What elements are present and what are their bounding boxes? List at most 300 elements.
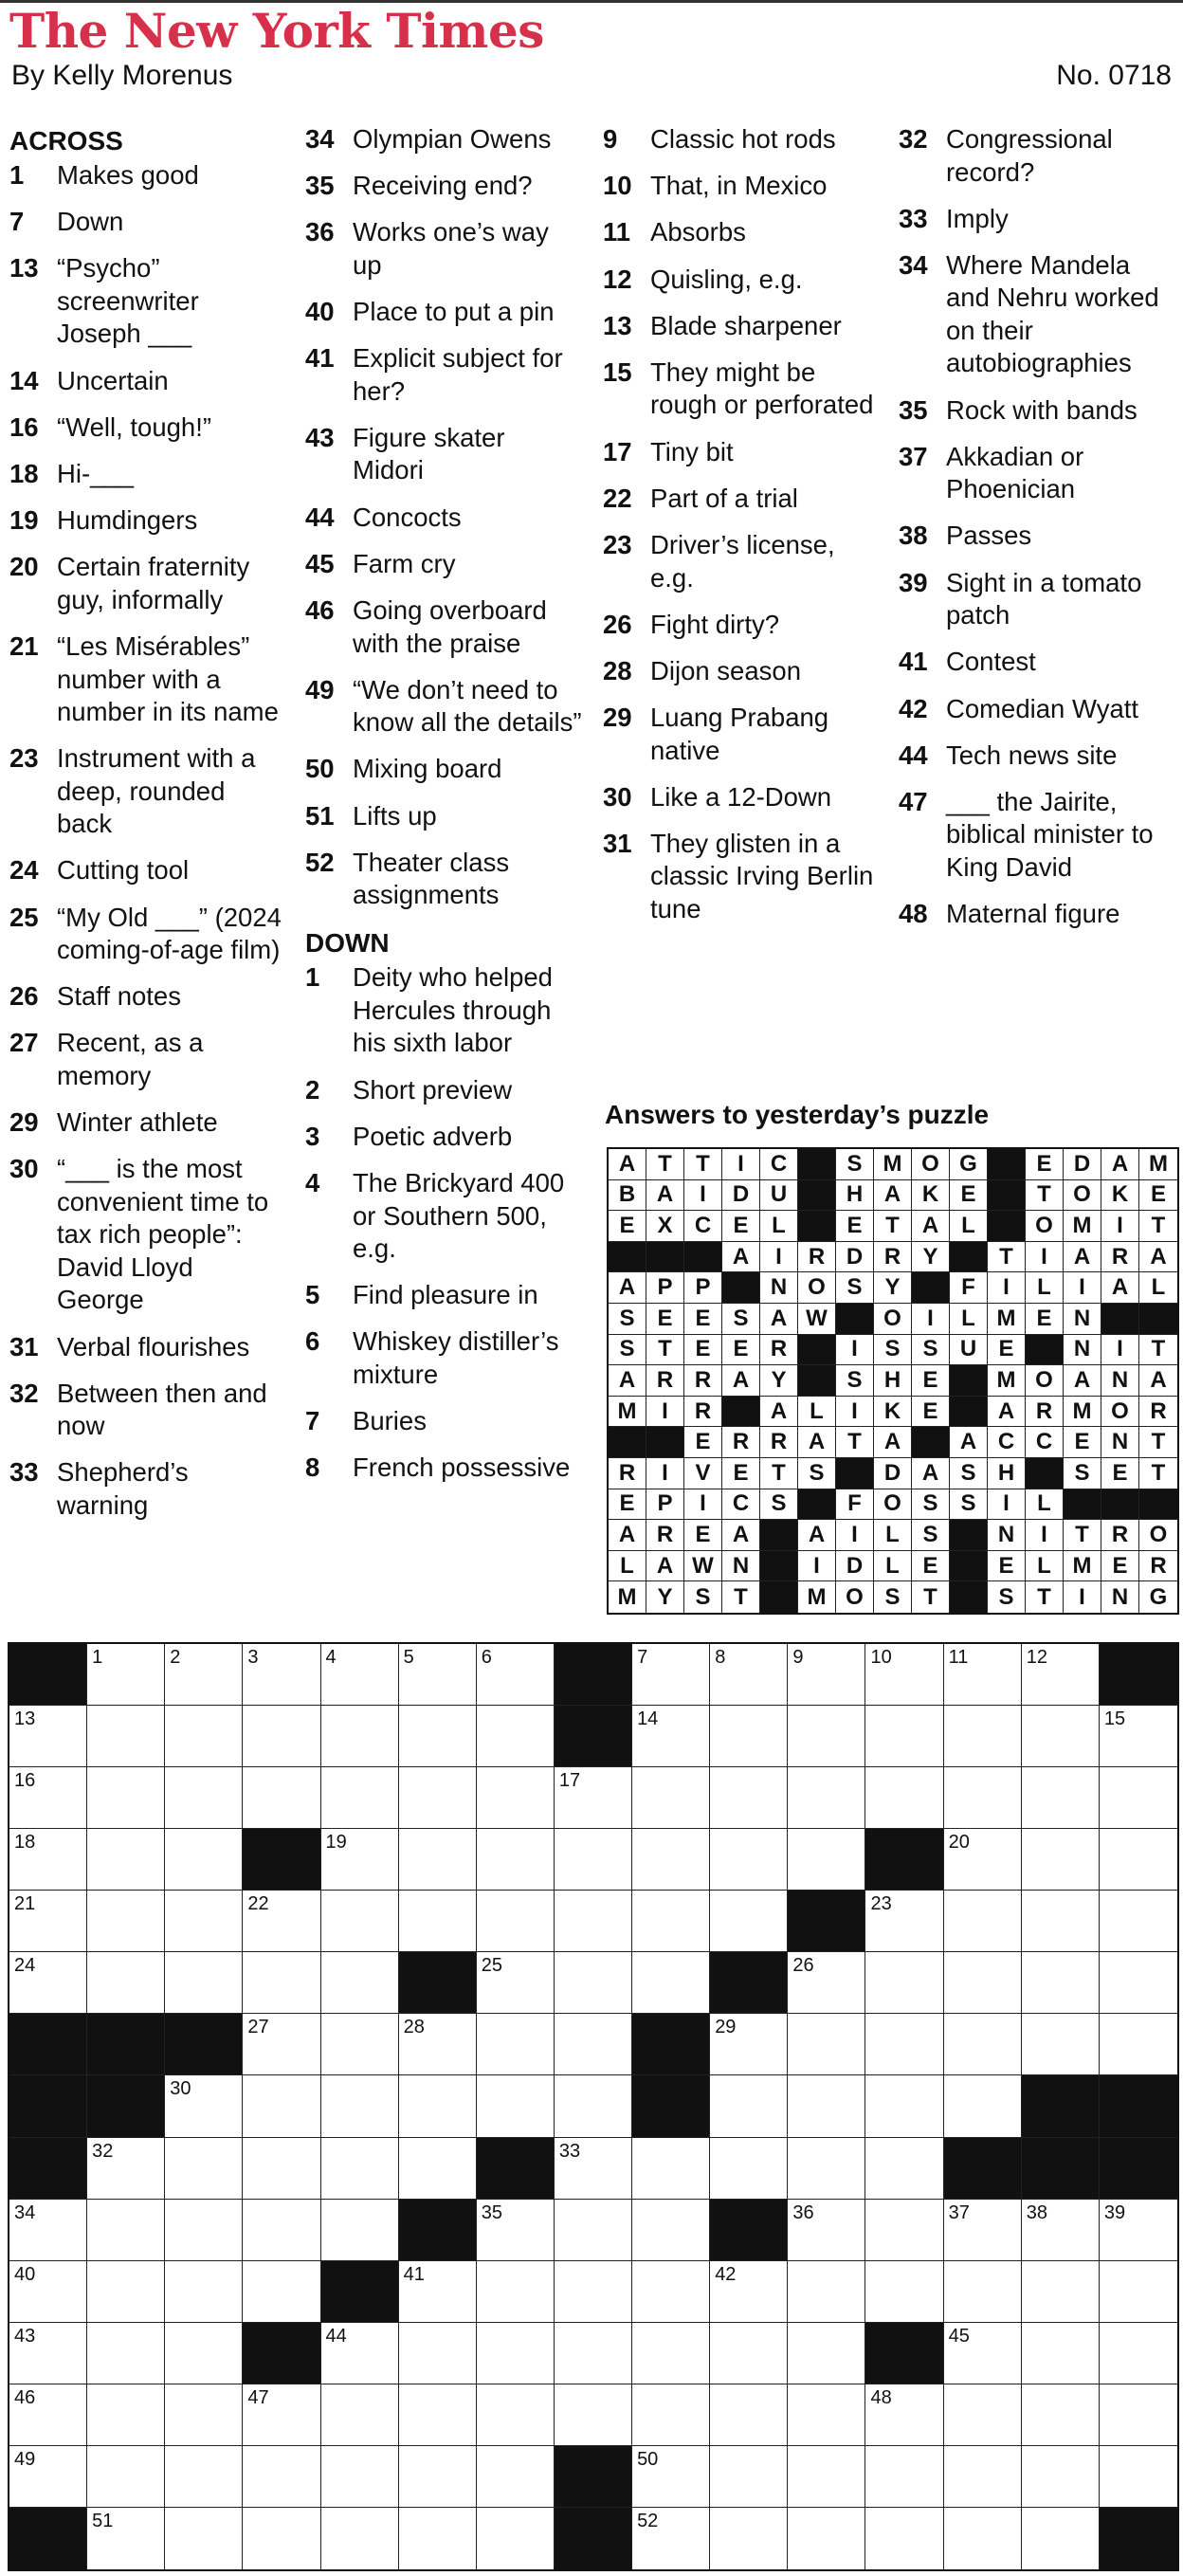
answer-cell[interactable] [944,2075,1022,2137]
answer-cell[interactable] [632,1767,710,1829]
answer-cell[interactable] [9,1706,87,1767]
answer-cell[interactable] [477,1952,555,2014]
clue-item[interactable] [899,249,1175,380]
answer-cell[interactable] [165,2384,243,2446]
answer-cell[interactable] [555,2261,632,2323]
answer-letter: N [1064,1304,1101,1335]
cell-number: 38 [1026,2201,1047,2223]
answer-cell[interactable] [243,2261,320,2323]
answer-cell[interactable] [865,2384,943,2446]
clue-item[interactable] [603,170,880,203]
answer-cell[interactable] [477,2261,555,2323]
clue-item[interactable] [305,594,582,660]
answer-cell[interactable] [944,2323,1022,2384]
answer-cell[interactable] [788,1829,865,1891]
answer-cell[interactable] [788,2508,865,2569]
answer-letter: A [609,1520,646,1551]
answer-cell[interactable] [710,2508,788,2569]
answer-cell[interactable] [243,2508,320,2569]
clue-item[interactable] [899,441,1175,506]
answer-cell[interactable] [243,2446,320,2508]
answer-cell[interactable] [243,2384,320,2446]
answer-letter: D [874,1458,912,1489]
answer-cell[interactable] [87,1891,165,1952]
answer-cell[interactable] [399,2508,477,2569]
cell-number: 24 [14,1955,36,1977]
answer-cell[interactable] [243,1767,320,1829]
answer-cell[interactable] [243,2014,320,2075]
answer-cell[interactable] [944,2446,1022,2508]
clue-item[interactable] [899,394,1175,428]
answer-cell[interactable] [632,2384,710,2446]
answer-cell[interactable] [710,1644,788,1706]
clue-number: 30 [9,1154,39,1184]
clue-item[interactable] [305,800,582,833]
clue-item[interactable] [899,123,1175,189]
answer-cell[interactable] [321,2446,399,2508]
answer-cell[interactable] [1022,1767,1100,1829]
answer-cell[interactable] [1022,1706,1100,1767]
answer-cell[interactable] [555,1829,632,1891]
answer-cell[interactable] [944,1829,1022,1891]
clue-number: 15 [603,356,632,387]
answer-cell[interactable] [243,1706,320,1767]
answer-cell[interactable] [477,2446,555,2508]
clue-item[interactable] [305,170,582,203]
answer-cell[interactable] [788,1767,865,1829]
clue-item[interactable] [9,411,286,445]
clue-item[interactable] [899,520,1175,553]
clue-item[interactable] [305,548,582,581]
answer-cell[interactable] [710,2138,788,2200]
answer-cell[interactable] [399,1829,477,1891]
answer-cell[interactable] [477,2075,555,2137]
black-square [555,2508,632,2569]
clue-item[interactable] [9,458,286,491]
answer-black-square [988,1180,1026,1212]
answer-cell[interactable] [710,1767,788,1829]
answer-cell[interactable] [477,1706,555,1767]
clue-text: Tech news site [946,740,1118,770]
answer-cell[interactable] [1100,1706,1177,1767]
answer-cell[interactable] [1100,1891,1177,1952]
answer-cell[interactable] [9,2446,87,2508]
answer-cell[interactable] [632,1952,710,2014]
answer-cell[interactable] [788,1952,865,2014]
clue-item[interactable] [899,693,1175,726]
clue-text: Congressional record? [946,124,1113,187]
answer-cell[interactable] [165,1644,243,1706]
answer-cell[interactable] [555,1891,632,1952]
answer-cell[interactable] [710,1829,788,1891]
answer-cell[interactable] [1022,2261,1100,2323]
answer-cell[interactable] [165,1829,243,1891]
answer-cell[interactable] [555,1952,632,2014]
answer-cell[interactable] [555,2200,632,2261]
answer-cell[interactable] [1022,2508,1100,2569]
clue-number: 36 [305,217,335,247]
answer-cell[interactable] [865,2446,943,2508]
black-square [477,2138,555,2200]
answer-cell[interactable] [555,2075,632,2137]
clue-item[interactable] [9,206,286,239]
answer-cell[interactable] [1022,2384,1100,2446]
clue-item[interactable] [305,753,582,786]
clue-item[interactable] [603,123,880,156]
answer-cell[interactable] [165,1767,243,1829]
answer-cell[interactable] [865,1706,943,1767]
clue-item[interactable] [603,436,880,469]
answer-cell[interactable] [321,2200,399,2261]
answer-cell[interactable] [944,2014,1022,2075]
clue-item[interactable] [305,1121,582,1154]
clue-item[interactable] [305,502,582,535]
clue-item[interactable] [305,296,582,329]
clue-item[interactable] [899,646,1175,679]
clue-item[interactable] [603,216,880,249]
clue-item[interactable] [9,504,286,538]
answer-cell[interactable] [399,1644,477,1706]
answer-cell[interactable] [321,1891,399,1952]
clue-number: 39 [899,567,928,597]
clue-list [305,123,582,912]
answer-cell[interactable] [944,1644,1022,1706]
clue-item[interactable] [9,252,286,351]
answer-cell[interactable] [321,2138,399,2200]
clue-item[interactable] [9,1378,286,1443]
answer-cell[interactable] [555,2323,632,2384]
answer-cell[interactable] [710,2075,788,2137]
answer-letter: T [836,1427,874,1458]
answer-cell[interactable] [944,1767,1022,1829]
clue-item[interactable] [9,854,286,887]
answer-cell[interactable] [788,2384,865,2446]
black-square [632,2075,710,2137]
clue-item[interactable] [305,342,582,408]
answer-cell[interactable] [477,1767,555,1829]
answer-cell[interactable] [477,1891,555,1952]
clue-item[interactable] [603,702,880,767]
answer-cell[interactable] [321,1767,399,1829]
answer-cell[interactable] [165,2446,243,2508]
answer-cell[interactable] [87,1706,165,1767]
answer-black-square [1101,1304,1139,1335]
answer-cell[interactable] [1100,1829,1177,1891]
clue-item[interactable] [305,1279,582,1312]
answer-cell[interactable] [165,1891,243,1952]
answer-cell[interactable] [477,2323,555,2384]
answer-cell[interactable] [87,1767,165,1829]
answer-cell[interactable] [321,2075,399,2137]
answer-cell[interactable] [399,1706,477,1767]
answer-letter: L [950,1211,988,1242]
answer-cell[interactable] [87,2384,165,2446]
answer-cell[interactable] [321,2323,399,2384]
answer-cell[interactable] [321,2384,399,2446]
clue-text: Winter athlete [57,1107,218,1138]
answer-cell[interactable] [87,2508,165,2569]
answer-cell[interactable] [555,2014,632,2075]
answer-cell[interactable] [165,1952,243,2014]
answer-cell[interactable] [399,2014,477,2075]
answer-cell[interactable] [165,2323,243,2384]
answer-cell[interactable] [399,1891,477,1952]
answer-cell[interactable] [710,1706,788,1767]
answer-cell[interactable] [165,2138,243,2200]
answer-cell[interactable] [399,2138,477,2200]
answer-cell[interactable] [710,2261,788,2323]
answer-cell[interactable] [788,1706,865,1767]
answer-cell[interactable] [1100,2384,1177,2446]
answer-cell[interactable] [632,1891,710,1952]
answer-cell[interactable] [399,2323,477,2384]
answer-cell[interactable] [477,1829,555,1891]
clue-item[interactable] [9,980,286,1014]
answer-cell[interactable] [165,2200,243,2261]
clue-number: 13 [9,253,39,283]
answer-cell[interactable] [632,1644,710,1706]
clue-item[interactable] [9,1331,286,1364]
answer-cell[interactable] [243,1891,320,1952]
answer-cell[interactable] [477,2014,555,2075]
answer-cell[interactable] [865,2508,943,2569]
answer-cell[interactable] [1022,2323,1100,2384]
answer-cell[interactable] [788,1644,865,1706]
black-square [243,2323,320,2384]
answer-cell[interactable] [165,2508,243,2569]
answer-cell[interactable] [632,1829,710,1891]
answer-cell[interactable] [944,2508,1022,2569]
clue-item[interactable] [899,786,1175,885]
answer-cell[interactable] [632,2446,710,2508]
answer-cell[interactable] [9,1767,87,1829]
answer-cell[interactable] [321,1952,399,2014]
answer-cell[interactable] [1100,2261,1177,2323]
answer-letter: L [798,1397,836,1428]
clue-item[interactable] [603,529,880,594]
answer-cell[interactable] [788,2323,865,2384]
answer-cell[interactable] [477,2384,555,2446]
answer-cell[interactable] [1022,1952,1100,2014]
answer-cell[interactable] [399,1767,477,1829]
cell-number: 15 [1103,1708,1126,1730]
answer-cell[interactable] [865,1767,943,1829]
answer-cell[interactable] [865,1644,943,1706]
answer-cell[interactable] [87,1644,165,1706]
answer-cell[interactable] [165,1706,243,1767]
answer-cell[interactable] [710,2323,788,2384]
clue-item[interactable] [603,655,880,688]
answer-cell[interactable] [710,2384,788,2446]
clue-item[interactable] [9,1456,286,1522]
answer-cell[interactable] [1022,1644,1100,1706]
answer-cell[interactable] [9,1829,87,1891]
answer-cell[interactable] [1100,2446,1177,2508]
answer-letter: P [684,1272,722,1304]
answer-cell[interactable] [87,1952,165,2014]
clue-item[interactable] [603,310,880,343]
answer-cell[interactable] [87,1829,165,1891]
answer-cell[interactable] [165,2075,243,2137]
answer-cell[interactable] [243,1952,320,2014]
clue-item[interactable] [305,1452,582,1485]
answer-cell[interactable] [865,2014,943,2075]
answer-cell[interactable] [87,2138,165,2200]
answer-cell[interactable] [788,2446,865,2508]
answer-cell[interactable] [944,1706,1022,1767]
clue-item[interactable] [305,1167,582,1266]
answer-cell[interactable] [1100,2200,1177,2261]
clue-item[interactable] [899,203,1175,236]
clue-item[interactable] [9,159,286,192]
answer-letter: E [1064,1427,1101,1458]
answer-cell[interactable] [1100,1767,1177,1829]
answer-cell[interactable] [477,2200,555,2261]
clue-number: 40 [305,297,335,327]
clue-item[interactable] [305,1405,582,1438]
answer-cell[interactable] [788,2014,865,2075]
answer-cell[interactable] [788,2075,865,2137]
answer-cell[interactable] [865,1891,943,1952]
answer-cell[interactable] [632,2323,710,2384]
answer-cell[interactable] [710,2014,788,2075]
clue-item[interactable] [305,961,582,1060]
answer-cell[interactable] [9,2384,87,2446]
answer-cell[interactable] [9,2323,87,2384]
answer-cell[interactable] [321,1829,399,1891]
answer-cell[interactable] [87,2323,165,2384]
clue-item[interactable] [899,898,1175,931]
answer-cell[interactable] [243,2138,320,2200]
cell-number: 45 [948,2325,970,2347]
answer-cell[interactable] [243,1644,320,1706]
answer-cell[interactable] [632,2200,710,2261]
answer-cell[interactable] [243,2200,320,2261]
clue-item[interactable] [305,422,582,487]
cell-number: 21 [14,1893,36,1915]
answer-cell[interactable] [865,2261,943,2323]
answer-letter: I [760,1242,798,1273]
answer-cell[interactable] [321,1706,399,1767]
answer-cell[interactable] [944,2261,1022,2323]
answer-cell[interactable] [632,2138,710,2200]
answer-cell[interactable] [399,2075,477,2137]
clue-item[interactable] [305,216,582,282]
clue-item[interactable] [9,902,286,967]
answer-cell[interactable] [321,1644,399,1706]
clue-item[interactable] [603,356,880,422]
answer-cell[interactable] [788,2138,865,2200]
answer-cell[interactable] [632,1706,710,1767]
answer-cell[interactable] [865,2138,943,2200]
answer-cell[interactable] [788,2261,865,2323]
answer-cell[interactable] [1022,2446,1100,2508]
clue-text: Poetic adverb [353,1121,513,1151]
clue-text: Imply [946,203,1009,233]
answer-cell[interactable] [555,2384,632,2446]
answer-cell[interactable] [87,2200,165,2261]
answer-cell[interactable] [710,2446,788,2508]
answer-cell[interactable] [1100,2014,1177,2075]
answer-cell[interactable] [9,2261,87,2323]
answer-cell[interactable] [1100,1952,1177,2014]
answer-cell[interactable] [243,2075,320,2137]
clue-item[interactable] [899,740,1175,773]
answer-cell[interactable] [9,2200,87,2261]
answer-cell[interactable] [1100,2323,1177,2384]
clue-number: 44 [899,740,928,770]
clue-item[interactable] [9,1153,286,1317]
clue-item[interactable] [9,1027,286,1092]
answer-cell[interactable] [1022,2200,1100,2261]
clue-item[interactable] [305,674,582,740]
answer-cell[interactable] [555,1767,632,1829]
clue-item[interactable] [305,1074,582,1107]
answer-cell[interactable] [399,2384,477,2446]
answer-cell[interactable] [944,2384,1022,2446]
answer-cell[interactable] [944,2200,1022,2261]
black-square [555,1644,632,1706]
cell-number: 23 [870,1893,892,1915]
answer-cell[interactable] [9,1952,87,2014]
clue-item[interactable] [305,847,582,912]
answer-cell[interactable] [710,1891,788,1952]
answer-cell[interactable] [632,2261,710,2323]
answer-cell[interactable] [788,2200,865,2261]
answer-cell[interactable] [1022,2014,1100,2075]
answer-cell[interactable] [477,1644,555,1706]
answer-cell[interactable] [865,2075,943,2137]
answer-cell[interactable] [87,2446,165,2508]
clue-item[interactable] [603,264,880,297]
answer-cell[interactable] [321,2508,399,2569]
clue-item[interactable] [305,123,582,156]
answer-cell[interactable] [165,2261,243,2323]
cell-number: 16 [14,1770,36,1792]
answer-cell[interactable] [555,2138,632,2200]
answer-cell[interactable] [321,2014,399,2075]
clue-item[interactable] [899,567,1175,632]
answer-cell[interactable] [944,1891,1022,1952]
clue-item[interactable] [9,1106,286,1140]
clue-item[interactable] [9,742,286,841]
clue-item[interactable] [603,483,880,516]
answer-letter: M [1064,1397,1101,1428]
answer-cell[interactable] [632,2508,710,2569]
answer-cell[interactable] [9,1891,87,1952]
cell-number: 44 [325,2325,347,2347]
clue-item[interactable] [9,365,286,398]
answer-cell[interactable] [399,2261,477,2323]
answer-cell[interactable] [399,2446,477,2508]
clue-item[interactable] [9,551,286,616]
cell-number: 33 [558,2140,581,2162]
answer-cell[interactable] [1022,1891,1100,1952]
clue-number: 12 [603,264,632,294]
clue-text: They might be rough or perforated [650,356,874,420]
answer-cell[interactable] [87,2261,165,2323]
answer-cell[interactable] [944,1952,1022,2014]
clue-item[interactable] [305,1325,582,1391]
answer-cell[interactable] [865,1952,943,2014]
answer-cell[interactable] [865,2200,943,2261]
clue-item[interactable] [603,781,880,814]
answer-cell[interactable] [1022,1829,1100,1891]
clue-item[interactable] [603,609,880,642]
clue-item[interactable] [9,630,286,729]
answer-cell[interactable] [477,2508,555,2569]
clue-item[interactable] [603,828,880,926]
